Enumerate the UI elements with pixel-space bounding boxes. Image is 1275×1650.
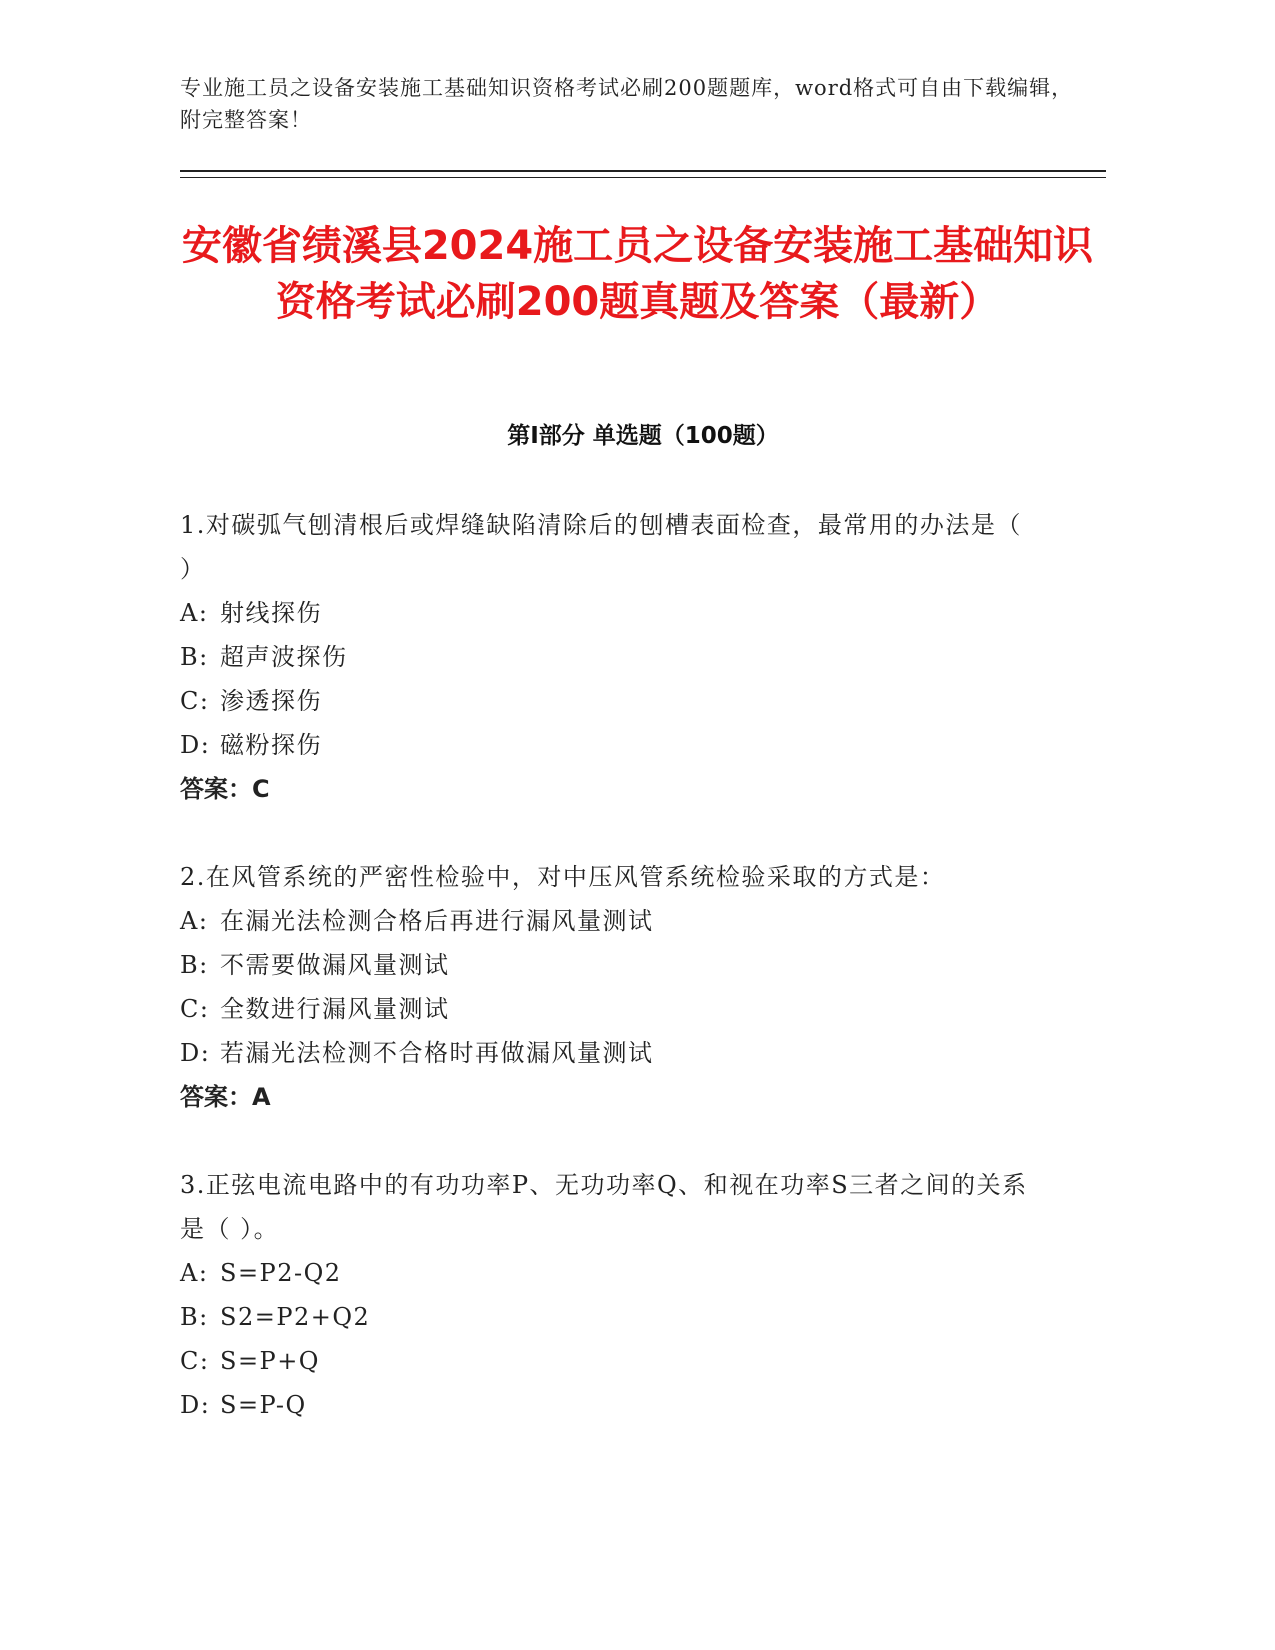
option-text: 不需要做漏风量测试 xyxy=(220,951,450,979)
option-label: A: xyxy=(180,1259,209,1287)
option-label: B: xyxy=(180,643,209,671)
question-3 xyxy=(180,1163,1040,1427)
answer-prefix: 答案： xyxy=(180,1083,252,1111)
option-c xyxy=(180,679,1040,723)
option-label: C: xyxy=(180,687,210,715)
question-list xyxy=(180,503,1040,1471)
option-text: S2=P2+Q2 xyxy=(220,1303,371,1331)
option-label: D: xyxy=(180,731,211,759)
document-title: 安徽省绩溪县2024施工员之设备安装施工基础知识资格考试必刷200题真题及答案（最新） xyxy=(181,223,1094,325)
option-label: A: xyxy=(180,599,209,627)
option-label: B: xyxy=(180,1303,209,1331)
option-label: B: xyxy=(180,951,209,979)
answer-value: A xyxy=(252,1083,271,1111)
option-text: 射线探伤 xyxy=(220,599,322,627)
section-title: 第I部分 单选题（100题） xyxy=(507,423,779,449)
option-a xyxy=(180,591,1040,635)
option-d xyxy=(180,1031,1040,1075)
question-text: 1.对碳弧气刨清根后或焊缝缺陷清除后的刨槽表面检查，最常用的办法是（ ） xyxy=(180,511,1022,583)
option-text: 渗透探伤 xyxy=(220,687,322,715)
option-text: 若漏光法检测不合格时再做漏风量测试 xyxy=(220,1039,654,1067)
option-label: C: xyxy=(180,995,210,1023)
question-1 xyxy=(180,503,1040,811)
option-text: 全数进行漏风量测试 xyxy=(220,995,450,1023)
header-rule-thin xyxy=(180,177,1106,178)
option-label: D: xyxy=(180,1391,211,1419)
option-a xyxy=(180,1251,1040,1295)
option-c xyxy=(180,987,1040,1031)
option-text: S=P+Q xyxy=(220,1347,320,1375)
option-a xyxy=(180,899,1040,943)
answer-line xyxy=(180,767,1040,811)
option-label: D: xyxy=(180,1039,211,1067)
option-d xyxy=(180,1383,1040,1427)
header-note: 专业施工员之设备安装施工基础知识资格考试必刷200题题库，word格式可自由下载编辑，附完整答案！ xyxy=(180,76,1074,132)
option-b xyxy=(180,943,1040,987)
question-text: 2.在风管系统的严密性检验中，对中压风管系统检验采取的方式是： xyxy=(180,863,946,891)
option-b xyxy=(180,1295,1040,1339)
question-2 xyxy=(180,855,1040,1119)
header-rule-thick xyxy=(180,170,1106,172)
answer-prefix: 答案： xyxy=(180,775,252,803)
option-label: A: xyxy=(180,907,209,935)
option-text: S=P-Q xyxy=(220,1391,307,1419)
answer-value: C xyxy=(252,775,270,803)
answer-line xyxy=(180,1075,1040,1119)
option-text: 超声波探伤 xyxy=(220,643,348,671)
option-text: 磁粉探伤 xyxy=(220,731,322,759)
option-label: C: xyxy=(180,1347,210,1375)
option-text: 在漏光法检测合格后再进行漏风量测试 xyxy=(220,907,654,935)
option-c xyxy=(180,1339,1040,1383)
question-text: 3.正弦电流电路中的有功功率P、无功功率Q、和视在功率S三者之间的关系是（ ）。 xyxy=(180,1171,1028,1243)
option-d xyxy=(180,723,1040,767)
option-b xyxy=(180,635,1040,679)
option-text: S=P2-Q2 xyxy=(220,1259,342,1287)
